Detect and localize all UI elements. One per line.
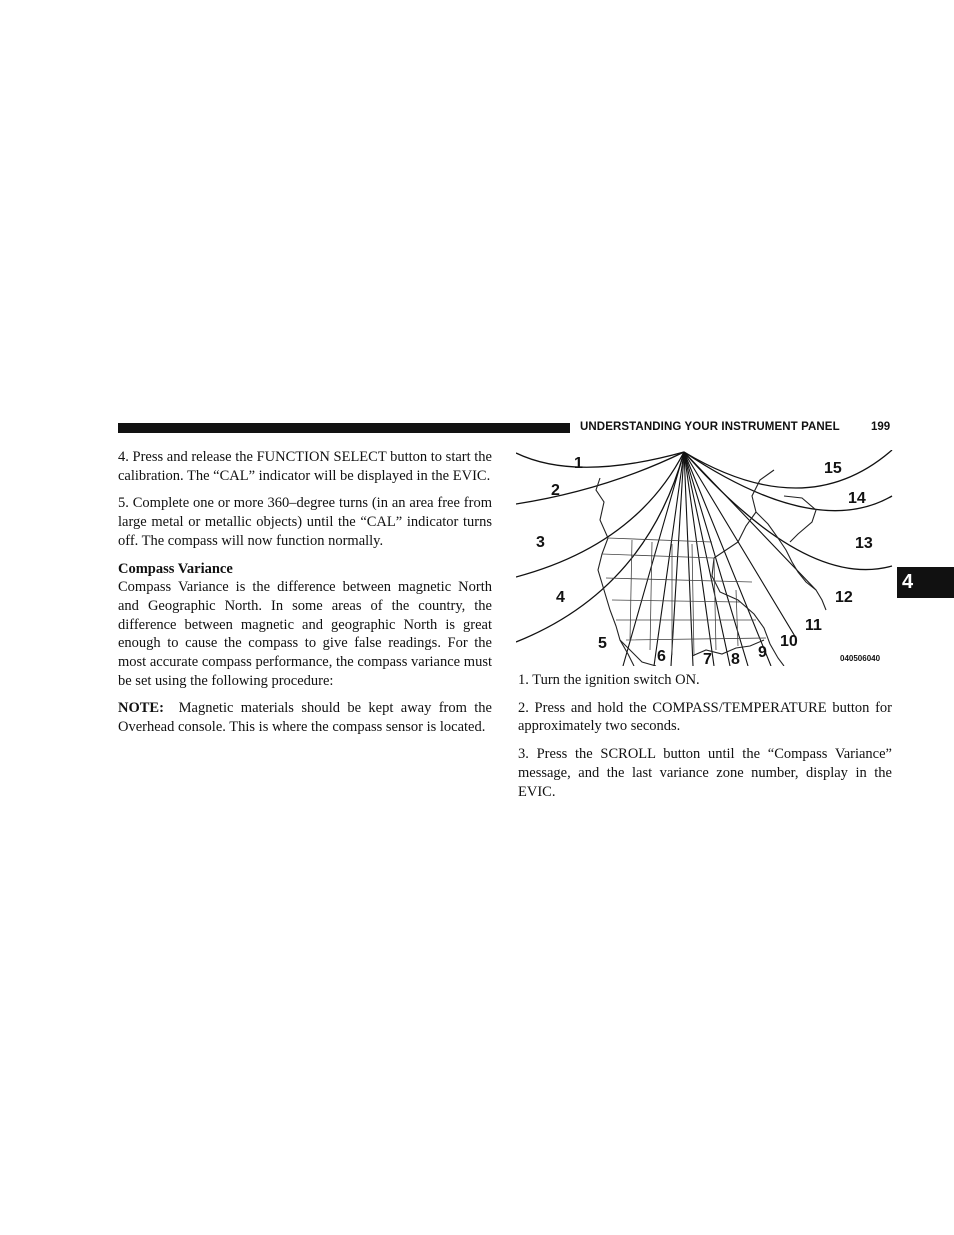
- zone-label-15: 15: [824, 460, 842, 477]
- step-4-paragraph: 4. Press and release the FUNCTION SELECT button to start the calibration. The “CAL” indicator will be displayed in the EVIC.: [118, 449, 492, 484]
- step-3-paragraph: 3. Press the SCROLL button until the “Compass Variance” message, and the last variance zone number, display in the EVIC.: [518, 746, 892, 800]
- compass-variance-zone-map: [516, 450, 894, 666]
- zone-label-3: 3: [536, 534, 545, 551]
- left-column: [118, 448, 492, 746]
- note-text: Magnetic materials should be kept away from the Overhead console. This is where the compass sensor is located.: [118, 700, 492, 736]
- zone-label-2: 2: [551, 482, 560, 499]
- state-lines: [602, 538, 766, 656]
- compass-variance-section: [118, 560, 492, 691]
- right-column: [518, 671, 892, 810]
- step-2-paragraph: 2. Press and hold the COMPASS/TEMPERATURE button for approximately two seconds.: [518, 699, 892, 735]
- page-number: 199: [871, 421, 891, 433]
- zone-label-6: 6: [657, 648, 666, 665]
- zone-label-9: 9: [758, 644, 767, 661]
- zone-label-12: 12: [835, 589, 853, 606]
- chapter-tab: 4: [897, 567, 954, 598]
- zone-label-10: 10: [780, 633, 798, 650]
- zone-label-13: 13: [855, 535, 873, 552]
- section-heading: Compass Variance: [118, 560, 233, 577]
- zone-label-7: 7: [703, 651, 712, 666]
- zone-label-5: 5: [598, 635, 607, 652]
- step-5-paragraph: 5. Complete one or more 360–degree turns (in an area free from large metal or metallic objects) until the “CAL” indicator turns off. The compass will now function normally.: [118, 495, 492, 549]
- note-label: NOTE:: [118, 700, 164, 717]
- zone-label-14: 14: [848, 490, 866, 507]
- zone-label-4: 4: [556, 589, 565, 606]
- zone-label-8: 8: [731, 651, 740, 666]
- header-rule: [118, 423, 570, 433]
- compass-variance-body: Compass Variance is the difference between magnetic North and Geographic North. In some areas of the country, the difference between magnetic and geographic North is great enough to cause the compass to give false readings. For the most accurate compass performance, the compass variance must be set using the following procedure:: [118, 579, 492, 689]
- zone-arc-3: [516, 452, 684, 577]
- note-paragraph: [118, 699, 492, 736]
- zone-arc-1: [516, 452, 684, 467]
- zone-arc-15: [684, 450, 892, 488]
- zone-label-11: 11: [805, 617, 822, 634]
- step-1-paragraph: 1. Turn the ignition switch ON.: [518, 672, 700, 688]
- running-header: UNDERSTANDING YOUR INSTRUMENT PANEL: [580, 421, 840, 433]
- figure-code: 040506040: [840, 654, 881, 663]
- zone-label-1: 1: [574, 455, 583, 472]
